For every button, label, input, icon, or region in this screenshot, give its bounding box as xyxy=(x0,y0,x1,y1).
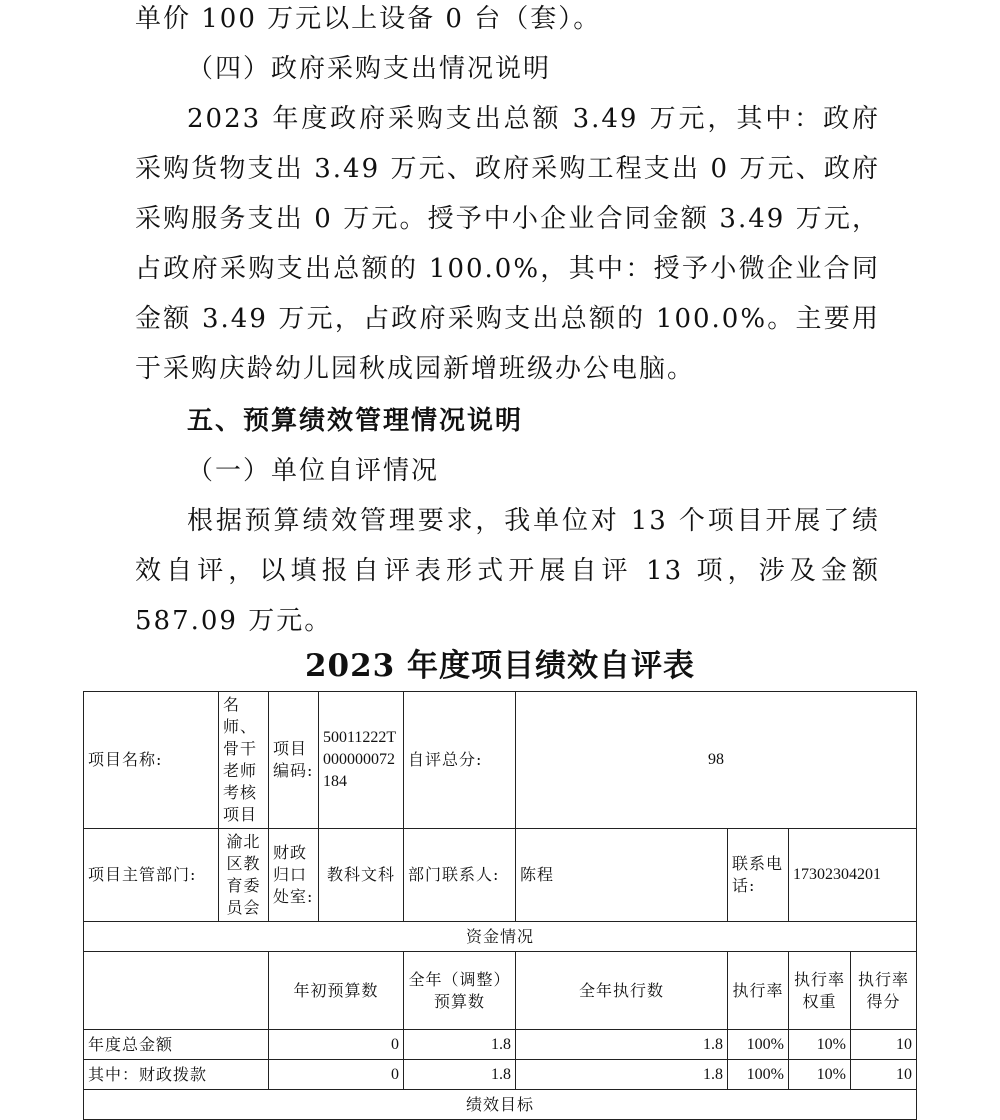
finance-office-label: 财政归口处室: xyxy=(269,829,319,922)
table-row xyxy=(84,1060,917,1090)
contact-label: 部门联系人: xyxy=(404,829,516,922)
column-header-rate: 执行率 xyxy=(728,952,789,1030)
cell-rate: 100% xyxy=(728,1030,789,1060)
cell-adjusted: 1.8 xyxy=(404,1060,516,1090)
performance-table xyxy=(83,691,917,1120)
self-score-label: 自评总分: xyxy=(404,692,516,829)
column-header-executed: 全年执行数 xyxy=(516,952,728,1030)
goals-header: 绩效目标 xyxy=(84,1090,917,1120)
paragraph-self-evaluation: 根据预算绩效管理要求，我单位对 13 个项目开展了绩效自评，以填报自评表形式开展自评 13 项，涉及金额 587.09 万元。 xyxy=(135,506,880,636)
dept-label: 项目主管部门: xyxy=(84,829,219,922)
table-row xyxy=(84,952,917,1030)
heading-government-procurement: （四）政府采购支出情况说明 xyxy=(187,54,552,84)
project-name-value: 名师、骨干老师考核项目 xyxy=(219,692,269,829)
table-row xyxy=(84,692,917,829)
phone-label: 联系电话: xyxy=(728,829,789,922)
heading-self-evaluation: （一）单位自评情况 xyxy=(187,456,440,486)
heading-budget-performance: 五、预算绩效管理情况说明 xyxy=(187,406,524,436)
project-code-value: 50011222T000000072184 xyxy=(319,692,404,829)
cell-rate: 100% xyxy=(728,1060,789,1090)
table-row xyxy=(84,1090,917,1120)
project-code-label: 项目编码: xyxy=(269,692,319,829)
dept-value: 渝北区教育委员会 xyxy=(219,829,269,922)
column-header-score: 执行率得分 xyxy=(851,952,917,1030)
cell-initial: 0 xyxy=(269,1060,404,1090)
table-row xyxy=(84,922,917,952)
body-line-top: 单价 100 万元以上设备 0 台（套）。 xyxy=(135,4,602,34)
row-label: 年度总金额 xyxy=(84,1030,269,1060)
finance-office-value: 教科文科 xyxy=(319,829,404,922)
column-header-weight: 执行率权重 xyxy=(789,952,851,1030)
cell-executed: 1.8 xyxy=(516,1060,728,1090)
funds-header: 资金情况 xyxy=(84,922,917,952)
row-label: 其中：财政拨款 xyxy=(84,1060,269,1090)
paragraph-procurement: 2023 年度政府采购支出总额 3.49 万元，其中：政府采购货物支出 3.49 万元、政府采购工程支出 0 万元、政府采购服务支出 0 万元。授予中小企业合同金额 3.49 万元，占政府采购支出总额的 100.0%，其中：授予小微企业合同金额 3.49 万元，占政府采购支出总额的 100.0%。主要用于采购庆龄幼儿园秋成园新增班级办公电脑。 xyxy=(135,104,880,384)
form-title: 2023 年度项目绩效自评表 xyxy=(304,648,696,684)
cell-score: 10 xyxy=(851,1030,917,1060)
cell-adjusted: 1.8 xyxy=(404,1030,516,1060)
column-header-adjusted: 全年（调整）预算数 xyxy=(404,952,516,1030)
column-header-empty xyxy=(84,952,269,1030)
phone-value: 17302304201 xyxy=(789,829,917,922)
cell-executed: 1.8 xyxy=(516,1030,728,1060)
column-header-initial: 年初预算数 xyxy=(269,952,404,1030)
cell-weight: 10% xyxy=(789,1060,851,1090)
cell-weight: 10% xyxy=(789,1030,851,1060)
table-row xyxy=(84,1030,917,1060)
project-name-label: 项目名称: xyxy=(84,692,219,829)
cell-score: 10 xyxy=(851,1060,917,1090)
self-score-value: 98 xyxy=(516,692,917,829)
contact-value: 陈程 xyxy=(516,829,728,922)
table-row xyxy=(84,829,917,922)
cell-initial: 0 xyxy=(269,1030,404,1060)
